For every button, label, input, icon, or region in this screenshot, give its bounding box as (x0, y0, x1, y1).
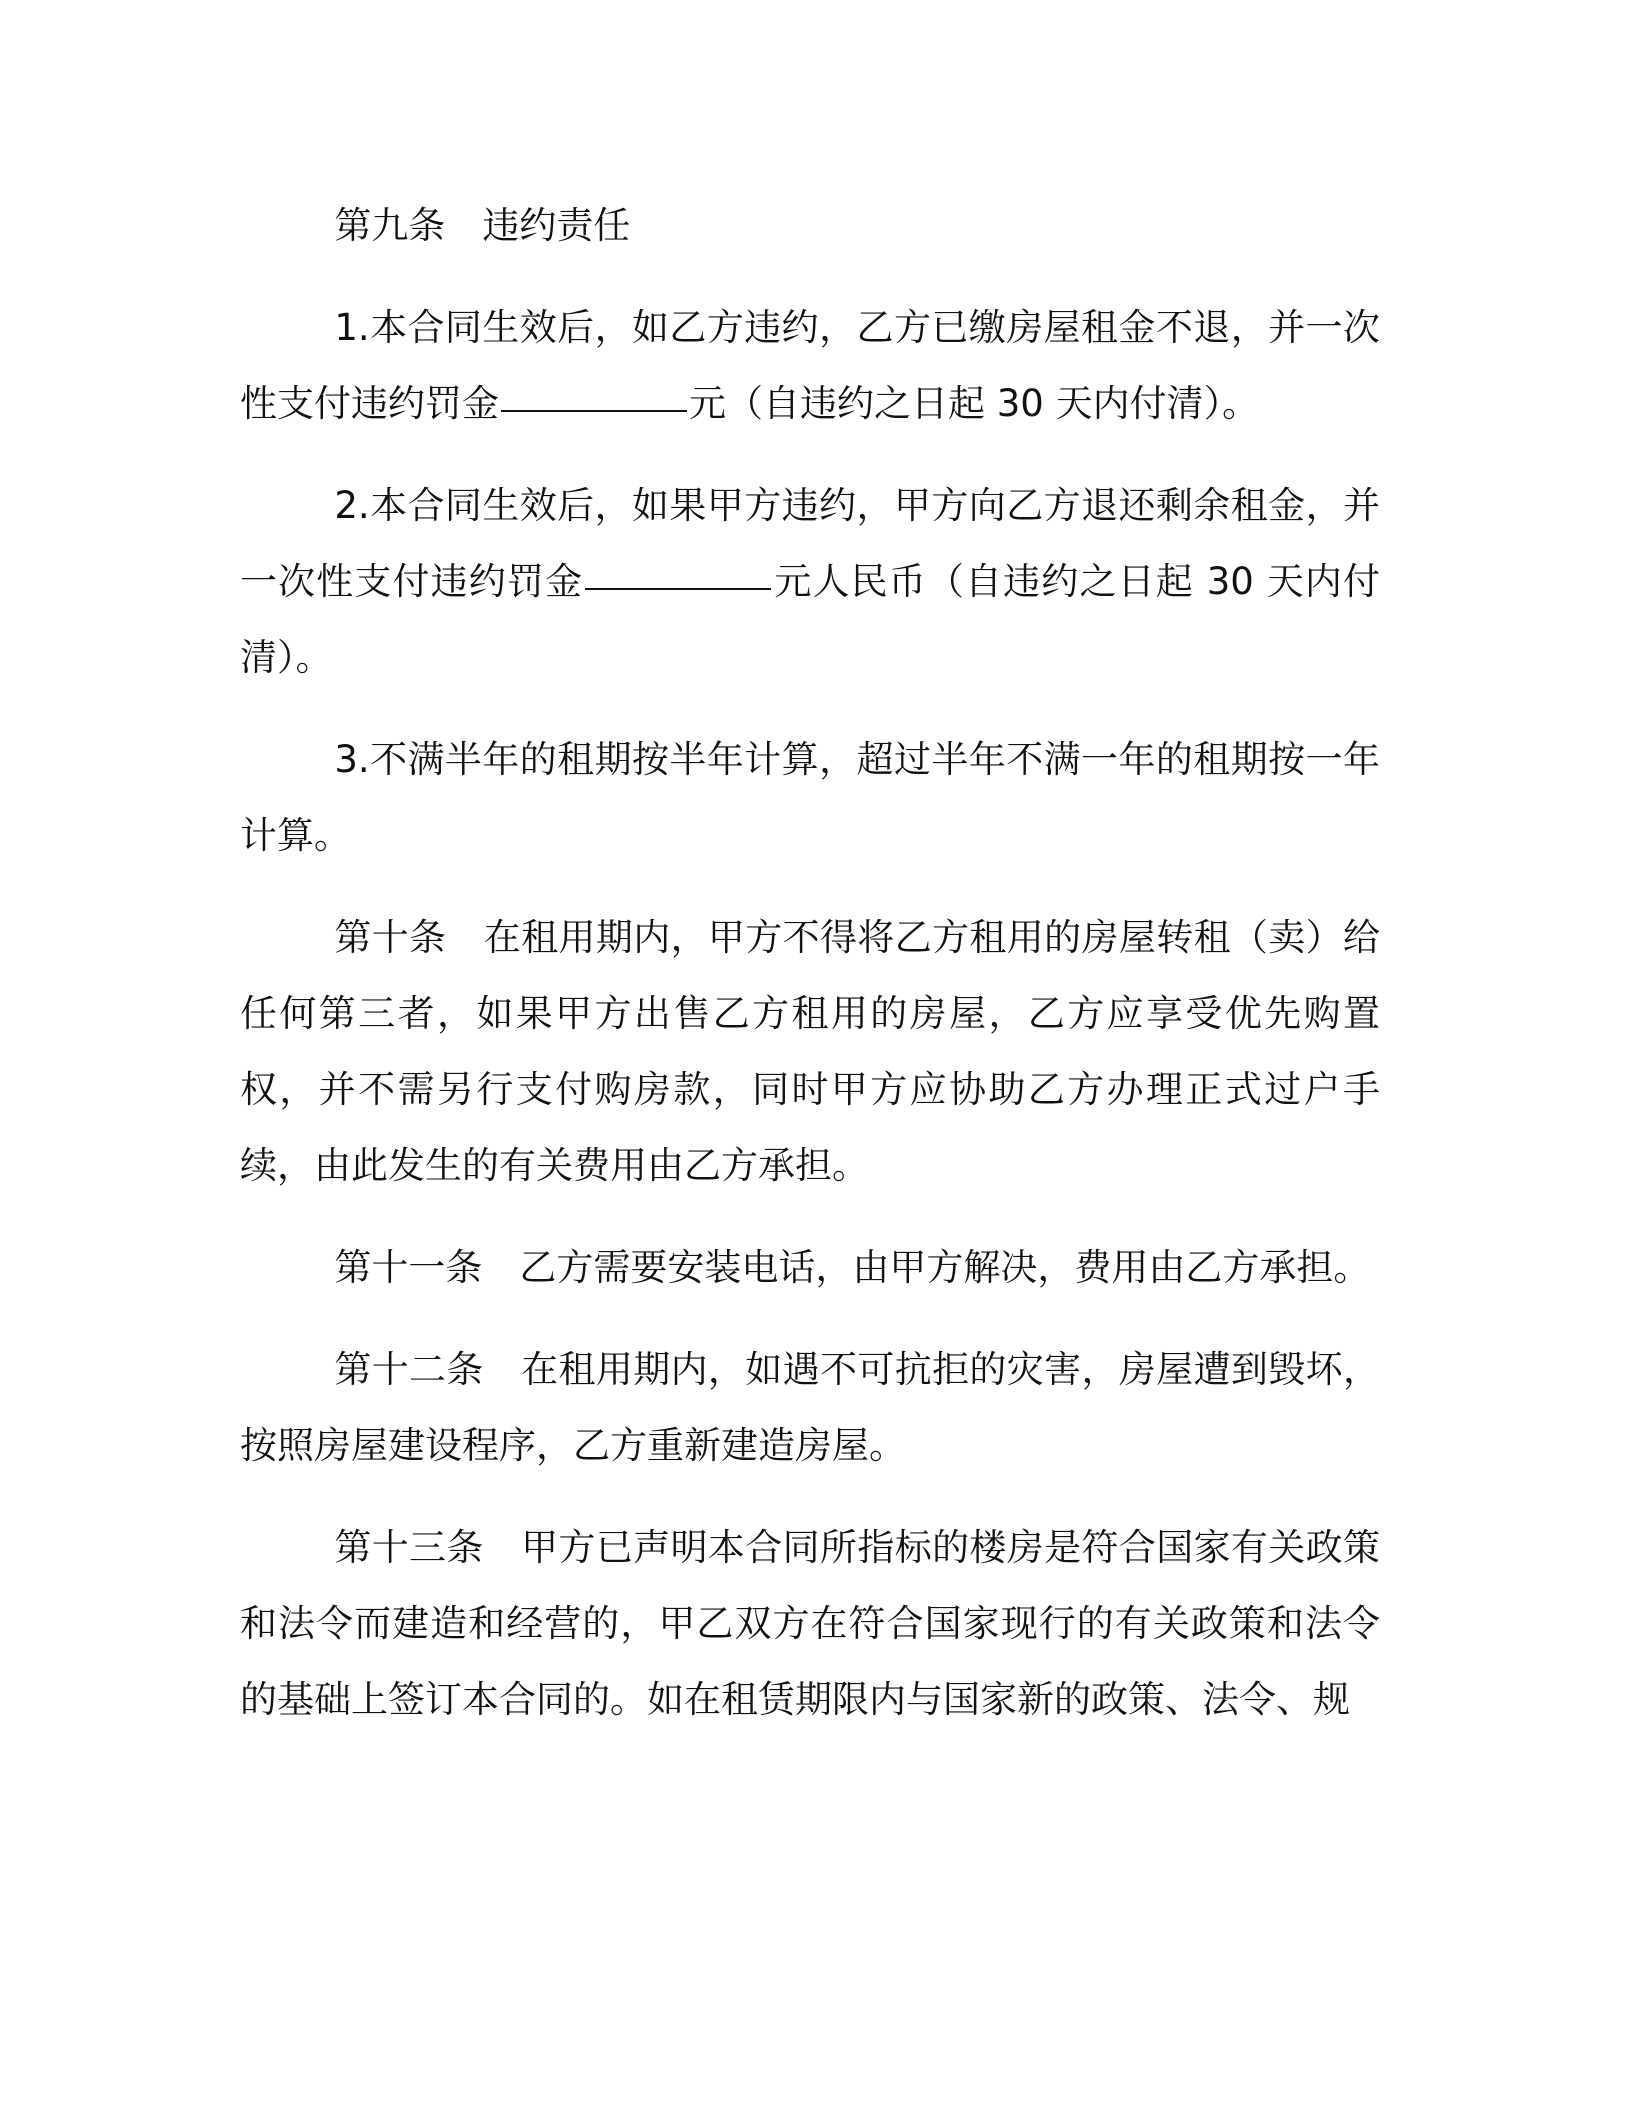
article-11-text: 乙方需要安装电话，由甲方解决，费用由乙方承担。 (519, 1246, 1371, 1289)
article-9-item-1-tail: 元（自违约之日起 30 天内付清）。 (689, 382, 1260, 425)
article-12 (240, 1332, 1380, 1484)
article-12-text: 在租用期内，如遇不可抗拒的灾害，房屋遭到毁坏，按照房屋建设程序，乙方重新建造房屋。 (240, 1348, 1381, 1467)
article-9-heading (240, 188, 1380, 264)
article-9-title: 违约责任 (482, 204, 631, 247)
article-12-number: 第十二条 (334, 1348, 484, 1391)
penalty-amount-blank-1 (501, 408, 687, 412)
article-13-number: 第十三条 (334, 1526, 484, 1569)
article-9-item-2-tail: 元人民币（自违约之日起 30 天内付清）。 (240, 560, 1381, 679)
article-13-text: 甲方已声明本合同所指标的楼房是符合国家有关政策和法令而建造和经营的，甲乙双方在符合国家现行的有关政策和法令的基础上签订本合同的。如在租赁期限内与国家新的政策、法令、规 (240, 1526, 1381, 1721)
article-13 (240, 1510, 1380, 1738)
article-10-number: 第十条 (334, 916, 447, 959)
article-9-number: 第九条 (334, 204, 446, 247)
article-10-text: 在租用期内，甲方不得将乙方租用的房屋转租（卖）给任何第三者，如果甲方出售乙方租用的房屋，乙方应享受优先购置权，并不需另行支付购房款，同时甲方应协助乙方办理正式过户手续，由此发生的有关费用由乙方承担。 (240, 916, 1381, 1187)
article-9-item-2 (240, 468, 1380, 696)
article-9-item-2-text: 2.本合同生效后，如果甲方违约，甲方向乙方退还剩余租金，并一次性支付违约罚金 (240, 484, 1380, 603)
article-10 (240, 900, 1380, 1204)
article-9-item-1-text: 1.本合同生效后，如乙方违约，乙方已缴房屋租金不退，并一次性支付违约罚金 (240, 306, 1380, 425)
article-9-item-1 (240, 290, 1380, 442)
article-11 (240, 1230, 1380, 1306)
contract-body (240, 188, 1380, 1764)
article-11-number: 第十一条 (334, 1246, 483, 1289)
article-9-item-3 (240, 722, 1380, 874)
penalty-amount-blank-2 (585, 586, 771, 590)
article-9-item-3-text: 3.不满半年的租期按半年计算，超过半年不满一年的租期按一年计算。 (240, 738, 1380, 857)
